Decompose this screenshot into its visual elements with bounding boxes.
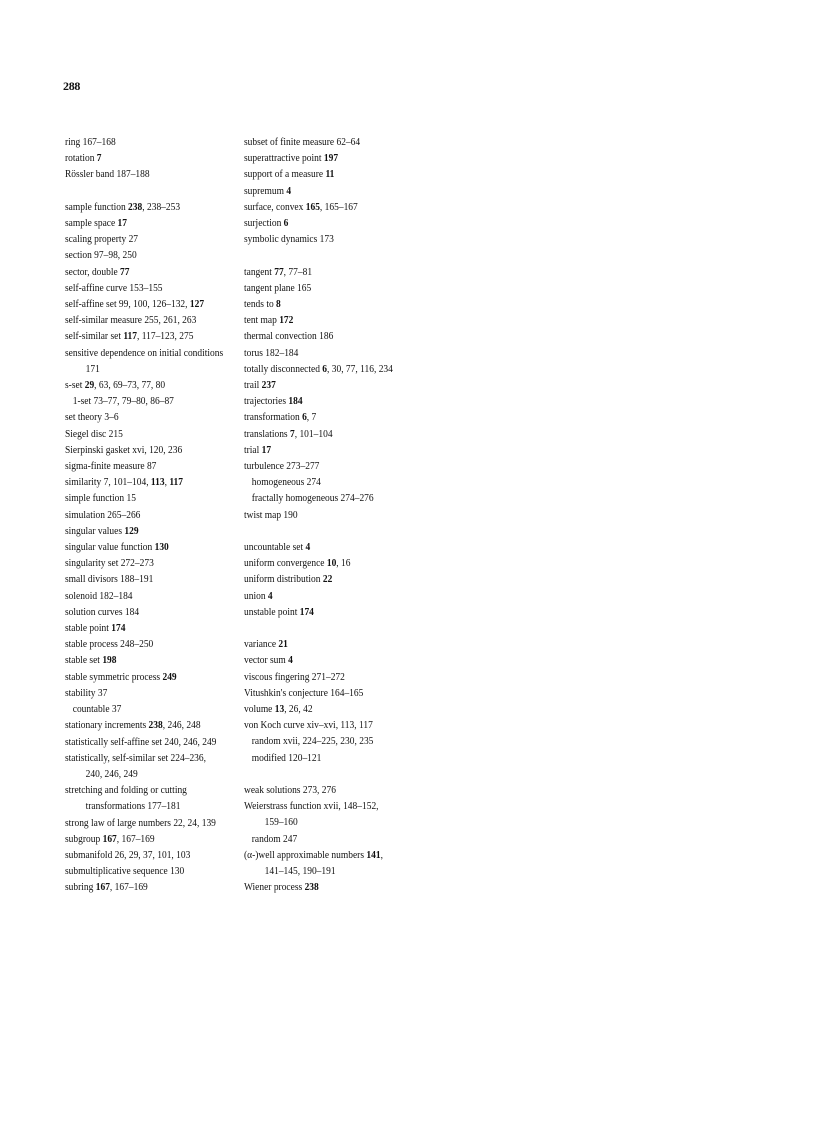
entry-page-main: 29 <box>84 379 95 392</box>
entry-text: turbulence 273–277 <box>244 460 320 473</box>
entry-text: torus 182–184 <box>244 346 299 359</box>
index-entry <box>244 636 450 652</box>
index-entry-continuation <box>244 814 450 830</box>
entry-text: solenoid 182–184 <box>65 589 133 602</box>
index-subentry <box>65 701 271 717</box>
entry-text: tangent plane 165 <box>244 281 312 294</box>
entry-page-main: 10 <box>326 557 337 570</box>
index-entry <box>244 652 450 668</box>
entry-text: (α-)well approximable numbers <box>244 848 367 861</box>
index-entry <box>244 312 450 328</box>
entry-page-main: 8 <box>276 298 281 311</box>
entry-text: union <box>244 589 268 602</box>
index-entry <box>65 377 271 393</box>
index-column-left <box>65 134 271 896</box>
entry-page-main: 130 <box>154 541 169 554</box>
entry-text: submultiplicative sequence 130 <box>65 865 185 878</box>
index-entry <box>244 328 450 344</box>
entry-text: transformations 177–181 <box>85 800 181 813</box>
entry-page-main: 113 <box>150 476 165 489</box>
entry-page-main: 13 <box>274 703 285 716</box>
entry-text: set theory 3–6 <box>65 411 119 424</box>
entry-text: von Koch curve xiv–xvi, 113, 117 <box>244 719 373 732</box>
index-entry <box>65 490 271 506</box>
entry-page-main: 77 <box>274 265 284 278</box>
index-subentry <box>244 474 450 490</box>
entry-page-main: 238 <box>304 881 319 894</box>
entry-pages: , 30, 77, 116, 234 <box>327 362 393 375</box>
entry-page-main: 6 <box>322 362 328 375</box>
index-entry <box>65 442 271 458</box>
entry-text: subset of finite measure 62–64 <box>244 136 361 148</box>
entry-text: simple function 15 <box>65 492 136 505</box>
entry-text: random 247 <box>251 832 298 845</box>
index-entry <box>244 685 450 701</box>
section-gap <box>244 766 450 782</box>
page-number: 288 <box>63 79 81 93</box>
entry-text: surjection <box>244 217 284 230</box>
entry-text: sensitive dependence on initial conditions <box>65 346 224 359</box>
entry-pages: , 7 <box>306 411 317 424</box>
index-entry <box>244 199 450 215</box>
index-entry <box>65 507 271 523</box>
entry-pages: , 26, 42 <box>284 703 313 716</box>
entry-page-main: 6 <box>283 217 289 230</box>
index-subentry <box>244 750 450 766</box>
entry-text: subring <box>65 881 96 894</box>
entry-page-main: 11 <box>325 168 335 181</box>
entry-text: twist map 190 <box>244 508 298 521</box>
index-entry <box>65 426 271 442</box>
entry-text: stability 37 <box>65 686 108 699</box>
entry-text: support of a measure <box>244 168 326 181</box>
index-entry <box>244 539 450 555</box>
entry-text: 159–160 <box>264 816 298 829</box>
entry-text: tends to <box>244 298 277 311</box>
index-entry <box>244 166 450 182</box>
entry-text: singular value function <box>65 541 155 554</box>
entry-text: stable point <box>65 622 112 635</box>
entry-page-main: 127 <box>189 298 205 311</box>
index-entry <box>244 442 450 458</box>
entry-text: submanifold 26, 29, 37, 101, 103 <box>65 848 191 861</box>
entry-text: section 97–98, 250 <box>65 249 137 262</box>
index-entry <box>244 150 450 166</box>
index-entry <box>244 555 450 571</box>
index-entry <box>65 280 271 296</box>
entry-page-main: 237 <box>261 379 276 392</box>
entry-page-main: 77 <box>120 265 130 278</box>
entry-pages: , 101–104 <box>294 427 333 440</box>
entry-pages: , 16 <box>336 557 351 570</box>
entry-text: unstable point <box>244 605 300 618</box>
entry-page-main: 129 <box>124 524 139 537</box>
index-entry-continuation <box>65 361 271 377</box>
entry-text: self-affine curve 153–155 <box>65 281 163 294</box>
index-entry <box>244 134 450 150</box>
entry-page-main: 167 <box>95 881 110 894</box>
entry-text: modified 120–121 <box>251 751 322 764</box>
index-entry <box>244 426 450 442</box>
entry-pages: , 167–169 <box>109 881 148 894</box>
index-entry <box>65 199 271 215</box>
entry-text: trial <box>244 443 262 456</box>
index-entry <box>65 620 271 636</box>
index-entry <box>65 523 271 539</box>
entry-text: sample space <box>65 217 118 229</box>
entry-page-main: 141 <box>366 848 381 861</box>
section-gap <box>244 620 450 636</box>
index-entry <box>65 458 271 474</box>
entry-text: self-similar measure 255, 261, 263 <box>65 314 197 327</box>
index-entry <box>244 264 450 280</box>
index-entry <box>65 231 271 247</box>
entry-page-main: 22 <box>322 573 333 586</box>
index-subentry <box>65 393 271 409</box>
entry-page-main: 238 <box>148 719 163 732</box>
index-entry <box>244 361 450 377</box>
entry-text: stable process 248–250 <box>65 638 154 651</box>
index-entry <box>244 183 450 199</box>
entry-text: weak solutions 273, 276 <box>244 784 336 797</box>
entry-text: viscous fingering 271–272 <box>244 670 345 683</box>
index-subentry <box>244 733 450 749</box>
entry-text: sample function <box>65 200 129 213</box>
entry-text: Weierstrass function xvii, 148–152, <box>244 800 379 813</box>
index-entry <box>244 798 450 814</box>
index-entry <box>244 231 450 247</box>
entry-text: trajectories <box>244 395 289 408</box>
entry-text: similarity 7, 101–104, <box>65 476 151 489</box>
entry-pages: , 165–167 <box>319 200 358 213</box>
index-entry <box>244 409 450 425</box>
index-column-right <box>244 134 450 895</box>
entry-page-main: 17 <box>261 443 272 456</box>
entry-page-main: 198 <box>102 654 117 667</box>
entry-text: solution curves 184 <box>65 605 140 618</box>
index-entry <box>65 134 271 150</box>
entry-page-main: 4 <box>288 654 293 667</box>
index-entry <box>65 588 271 604</box>
entry-text: Sierpinski gasket xvi, 120, 236 <box>65 443 183 456</box>
index-entry <box>244 393 450 409</box>
entry-pages: , 117–123, 275 <box>137 330 194 343</box>
entry-text: ring 167–168 <box>65 136 116 148</box>
entry-text: superattractive point <box>244 152 324 165</box>
index-entry <box>65 247 271 263</box>
entry-text: volume <box>244 703 275 716</box>
entry-page-main: 249 <box>162 670 177 683</box>
index-entry <box>65 555 271 571</box>
entry-text: random xvii, 224–225, 230, 235 <box>251 735 374 748</box>
entry-page-main: 117 <box>123 330 138 343</box>
entry-text: trail <box>244 379 262 392</box>
entry-text: translations <box>244 427 290 440</box>
index-entry <box>65 264 271 280</box>
index-entry <box>65 312 271 328</box>
entry-text: tangent <box>244 265 275 278</box>
entry-text: Vitushkin's conjecture 164–165 <box>244 686 364 699</box>
entry-page-main: 7 <box>289 427 295 440</box>
entry-pages: , <box>164 476 170 489</box>
index-entry <box>65 474 271 490</box>
entry-page-main: 6 <box>302 411 307 424</box>
index-entry <box>244 507 450 523</box>
index-entry <box>65 863 271 879</box>
index-entry <box>65 296 271 312</box>
entry-page-main: 21 <box>278 638 288 651</box>
index-entry <box>244 458 450 474</box>
entry-page-main: 7 <box>96 152 102 165</box>
entry-text: self-affine set 99, 100, 126–132, <box>65 298 190 311</box>
index-entry <box>244 847 450 863</box>
entry-page-main: 4 <box>286 184 292 197</box>
entry-text: supremum <box>244 184 287 197</box>
index-entry <box>65 734 271 750</box>
entry-pages: , 77–81 <box>283 265 313 278</box>
index-entry <box>65 847 271 863</box>
index-entry <box>65 215 271 231</box>
index-entry <box>65 717 271 733</box>
entry-text: uncountable set <box>244 541 306 554</box>
entry-page-main: 165 <box>305 200 320 213</box>
index-entry <box>65 328 271 344</box>
index-entry <box>65 636 271 652</box>
entry-text: stretching and folding or cutting <box>65 784 187 797</box>
entry-text: stable symmetric process <box>65 670 163 683</box>
index-subentry <box>244 831 450 847</box>
index-entry <box>65 669 271 685</box>
entry-pages: , 167–169 <box>116 832 155 845</box>
index-entry <box>65 750 271 766</box>
entry-text: statistically, self-similar set 224–236, <box>65 751 206 764</box>
entry-page-main: 238 <box>128 200 143 213</box>
section-gap <box>244 247 450 263</box>
index-entry <box>65 571 271 587</box>
entry-text: 141–145, 190–191 <box>264 865 336 878</box>
entry-text: uniform convergence <box>244 557 327 570</box>
entry-text: tent map <box>244 314 280 327</box>
entry-page-main: 184 <box>288 395 303 408</box>
entry-pages: , 246, 248 <box>162 719 201 732</box>
entry-page-main: 174 <box>111 622 126 635</box>
index-entry <box>65 604 271 620</box>
entry-text: 171 <box>85 362 100 375</box>
section-gap <box>244 523 450 539</box>
index-entry <box>244 280 450 296</box>
index-entry <box>244 571 450 587</box>
entry-text: sigma-finite measure 87 <box>65 460 157 473</box>
entry-text: transformation <box>244 411 303 424</box>
entry-page-main: 17 <box>117 217 128 229</box>
entry-text: Wiener process <box>244 881 305 894</box>
entry-text: s-set <box>65 379 85 392</box>
index-entry-continuation <box>65 766 271 782</box>
index-entry <box>244 717 450 733</box>
entry-page-main: 117 <box>169 476 184 489</box>
entry-text: rotation <box>65 152 97 165</box>
index-entry <box>244 669 450 685</box>
entry-text: fractally homogeneous 274–276 <box>251 492 374 505</box>
entry-page-main: 4 <box>267 589 273 602</box>
entry-text: Siegel disc 215 <box>65 427 123 440</box>
entry-page-main: 167 <box>102 832 117 845</box>
entry-text: scaling property 27 <box>65 233 139 246</box>
entry-text: small divisors 188–191 <box>65 573 154 586</box>
entry-pages: , 238–253 <box>142 200 181 213</box>
entry-text: vector sum <box>244 654 289 667</box>
index-entry <box>65 815 271 831</box>
entry-text: statistically self-affine set 240, 246, 249 <box>65 735 217 748</box>
entry-text: self-similar set <box>65 330 124 343</box>
index-entry <box>244 215 450 231</box>
entry-text: stable set <box>65 654 103 667</box>
entry-text: stationary increments <box>65 719 149 732</box>
index-entry <box>244 604 450 620</box>
index-entry <box>244 377 450 393</box>
entry-text: singular values <box>65 524 125 537</box>
entry-text: 240, 246, 249 <box>85 767 138 780</box>
entry-text: strong law of large numbers 22, 24, 139 <box>65 816 216 829</box>
entry-text: simulation 265–266 <box>65 508 141 521</box>
index-entry <box>65 166 271 182</box>
entry-pages: , <box>380 848 383 861</box>
index-entry <box>65 652 271 668</box>
index-entry <box>244 701 450 717</box>
entry-text: thermal convection 186 <box>244 330 334 343</box>
entry-text: subgroup <box>65 832 103 845</box>
index-entry <box>244 345 450 361</box>
entry-page-main: 174 <box>299 605 314 618</box>
index-entry-continuation <box>244 863 450 879</box>
index-subentry <box>244 490 450 506</box>
entry-page-main: 197 <box>323 152 339 165</box>
index-entry <box>244 879 450 895</box>
entry-text: homogeneous 274 <box>251 476 321 489</box>
entry-pages: , 63, 69–73, 77, 80 <box>94 379 166 392</box>
index-entry <box>65 409 271 425</box>
entry-text: uniform distribution <box>244 573 323 586</box>
entry-text: countable 37 <box>72 703 122 716</box>
section-gap <box>65 183 271 199</box>
entry-text: singularity set 272–273 <box>65 557 154 570</box>
index-entry <box>65 539 271 555</box>
entry-text: totally disconnected <box>244 362 323 375</box>
entry-page-main: 172 <box>279 314 294 327</box>
index-entry <box>244 782 450 798</box>
index-entry <box>65 831 271 847</box>
index-entry <box>65 685 271 701</box>
entry-text: 1-set 73–77, 79–80, 86–87 <box>72 395 174 408</box>
entry-text: surface, convex <box>244 200 306 213</box>
index-entry <box>244 296 450 312</box>
index-entry <box>65 150 271 166</box>
index-entry <box>244 588 450 604</box>
entry-text: sector, double <box>65 265 121 278</box>
entry-text: Rössler band 187–188 <box>65 168 150 181</box>
index-entry <box>65 879 271 895</box>
entry-page-main: 4 <box>305 541 311 554</box>
index-entry <box>65 345 271 361</box>
entry-text: symbolic dynamics 173 <box>244 233 334 246</box>
index-entry <box>65 782 271 798</box>
index-entry-continuation <box>65 798 271 814</box>
entry-text: variance <box>244 638 279 651</box>
